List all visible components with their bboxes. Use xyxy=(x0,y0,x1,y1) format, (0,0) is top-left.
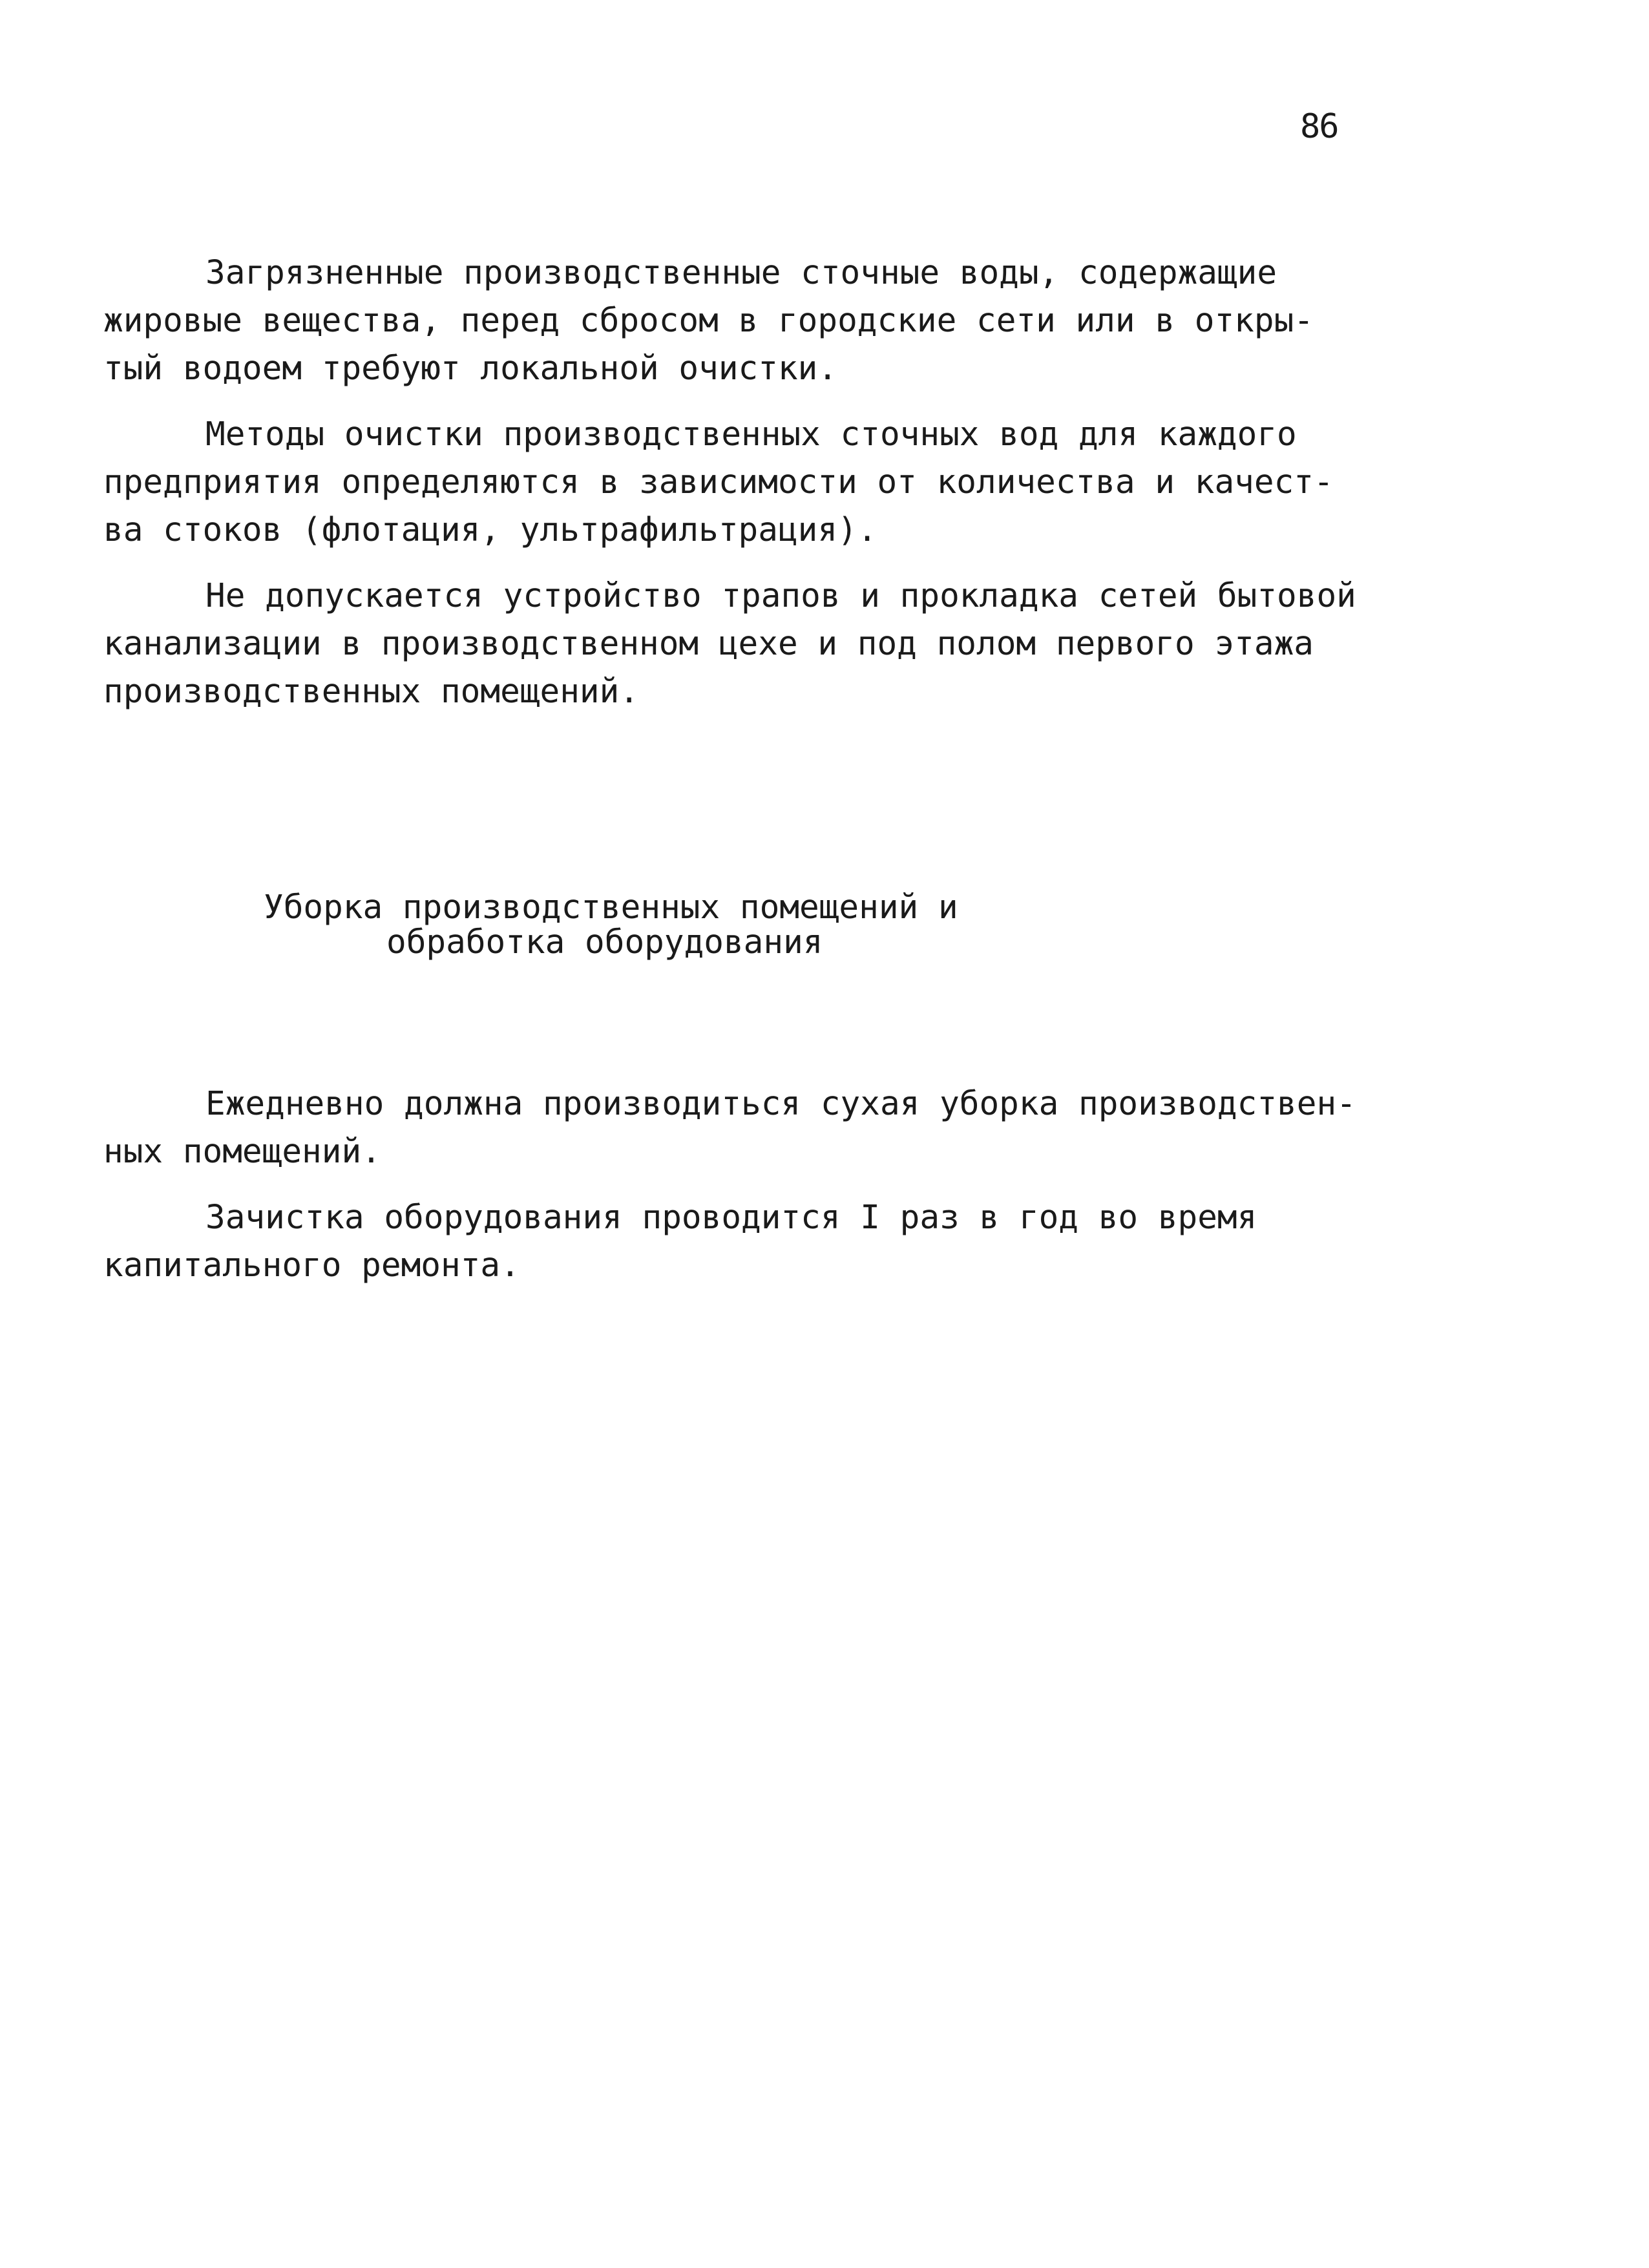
text-line: Ежедневно должна производиться сухая уборка производствен- xyxy=(205,1085,1356,1123)
text-line: Методы очистки производственных сточных вод для каждого xyxy=(205,415,1297,454)
text-line: предприятия определяются в зависимости от количества и качест- xyxy=(103,463,1334,501)
text-line: ных помещений. xyxy=(103,1133,381,1171)
text-line: производственных помещений. xyxy=(103,673,640,711)
text-line: жировые вещества, перед сбросом в городские сети или в откры- xyxy=(103,302,1314,340)
text-line: ва стоков (флотация, ультрафильтрация). xyxy=(103,511,877,549)
text-line: тый водоем требуют локальной очистки. xyxy=(103,350,838,388)
text-line: канализации в производственном цехе и под полом первого этажа xyxy=(103,625,1314,663)
heading-line: Уборка производственных помещений и xyxy=(264,888,958,927)
text-line: Загрязненные производственные сточные воды, содержащие xyxy=(205,254,1277,292)
text-line: Не допускается устройство трапов и прокладка сетей бытовой xyxy=(205,577,1356,615)
text-line: Зачистка оборудования проводится I раз в год во время xyxy=(205,1199,1257,1237)
heading-line: обработка оборудования xyxy=(386,923,823,961)
text-line: капитального ремонта. xyxy=(103,1246,520,1285)
page-number: 86 xyxy=(1300,107,1338,146)
